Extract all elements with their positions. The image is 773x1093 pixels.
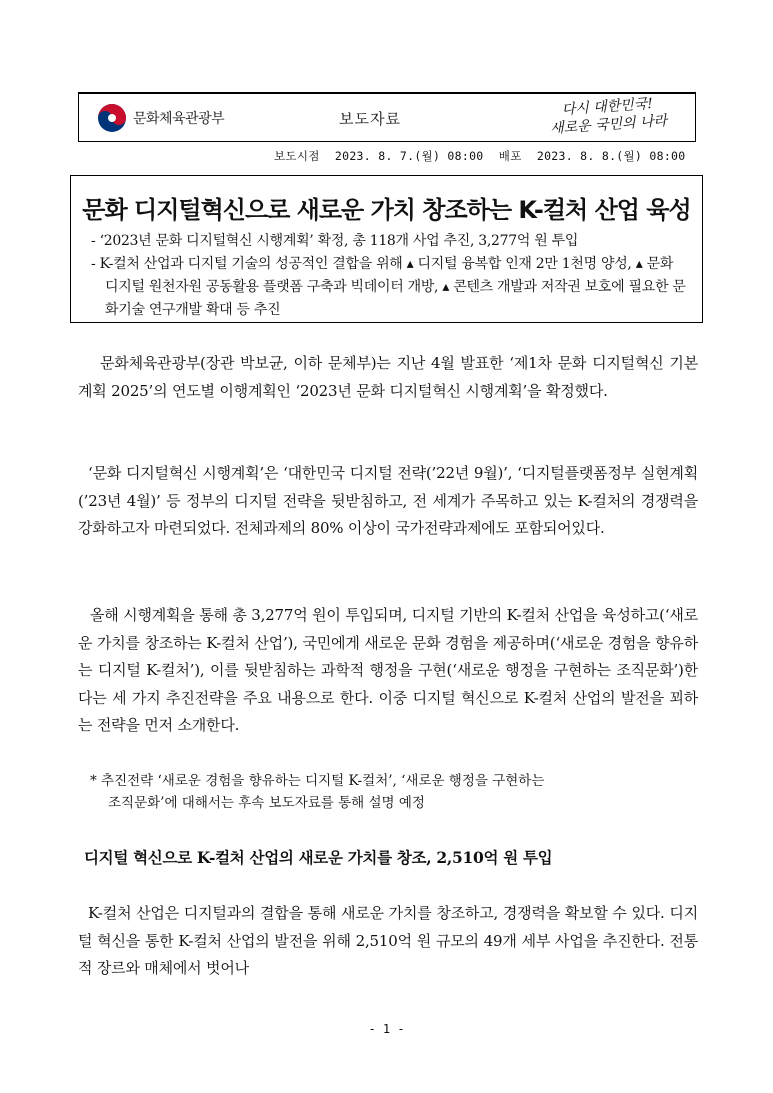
distribution-label: 배포 (498, 149, 522, 163)
headline-title: 문화 디지털혁신으로 새로운 가치 창조하는 K-컬처 산업 육성 (82, 196, 691, 224)
footnote-line-1: * 추진전략 ‘새로운 경험을 향유하는 디지털 K-컬처’, ‘새로운 행정을 구현하는 (90, 773, 545, 789)
footnote-line-2: 조직문화’에 대해서는 후속 보도자료를 통해 설명 예정 (108, 795, 425, 811)
body-paragraph-2: ‘문화 디지털혁신 시행계획’은 ‘대한민국 디지털 전략(’22년 9월)’, ‘디지털플랫폼정부 실현계획(’23년 4월)’ 등 정부의 디지털 전략을 뒷받침하고, 전 세계가 주목하고 있는 K-컬처의 경쟁력을 강화하고자 마련되었다. 전체과제의 80% 이상이 국가전략과제에도 포함되어있다. (78, 464, 698, 538)
section-heading: 디지털 혁신으로 K-컬처 산업의 새로운 가치를 창조, 2,510억 원 투입 (84, 848, 553, 867)
headline-bullet: - ‘2023년 문화 디지털혁신 시행계획’ 확정, 총 118개 사업 추진, 3,277억 원 투입 (91, 233, 579, 249)
body-paragraph-3: 올해 시행계획을 통해 총 3,277억 원이 투입되며, 디지털 기반의 K-컬처 산업을 육성하고(‘새로운 가치를 창조하는 K-컬처 산업’), 국민에게 새로운 문화 경험을 제공하며(‘새로운 경험을 향유하는 디지털 K-컬처’), 이를 뒷받침하는 과학적 행정을 구현(‘새로운 행정을 구현하는 조직문화’)한다는 세 가지 추진전략을 주요 내용으로 한다. 이중 디지털 혁신으로 K-컬처 산업의 발전을 꾀하는 전략을 먼저 소개한다. (78, 606, 698, 735)
press-header-box (78, 92, 696, 142)
government-slogan (542, 94, 674, 139)
release-schedule (274, 148, 694, 164)
body-paragraph-4: K-컬처 산업은 디지털과의 결합을 통해 새로운 가치를 창조하고, 경쟁력을 확보할 수 있다. 디지털 혁신을 통한 K-컬처 산업의 발전을 위해 2,510억 원 규모의 49개 세부 사업을 추진한다. 전통적 장르와 매체에서 벗어나 (78, 904, 698, 978)
embargo-label: 보도시점 (274, 149, 320, 163)
slogan-line-1: 다시 대한민국! (561, 95, 654, 119)
page-number: - 1 - (368, 1022, 405, 1036)
body-paragraph-1: 문화체육관광부(장관 박보균, 이하 문체부)는 지난 4월 발표한 ‘제1차 문화 디지털혁신 기본계획 2025’의 연도별 이행계획인 ‘2023년 문화 디지털혁신 시행계획’을 확정했다. (78, 354, 698, 400)
ministry-name: 문화체육관광부 (133, 111, 225, 127)
headline-bullets (91, 230, 690, 322)
ministry-logo (97, 102, 224, 134)
distribution-value: 2023. 8. 8.(월) 08:00 (536, 149, 686, 163)
slogan-line-2: 새로운 국민의 나라 (549, 112, 668, 138)
headline-box (70, 175, 703, 323)
press-release-label: 보도자료 (339, 110, 401, 128)
embargo-value: 2023. 8. 7.(월) 08:00 (334, 149, 484, 163)
taegeuk-emblem-icon (97, 103, 127, 133)
headline-bullet: - K-컬처 산업과 디지털 기술의 성공적인 결합을 위해 ▴ 디지털 융복합 인재 2만 1천명 양성, ▴ 문화 디지털 원천자원 공동활용 플랫폼 구축과 빅데이터 개방, ▴ 콘텐츠 개발과 저작권 보호에 필요한 문화기술 연구개발 확대 등 추진 (91, 256, 686, 318)
